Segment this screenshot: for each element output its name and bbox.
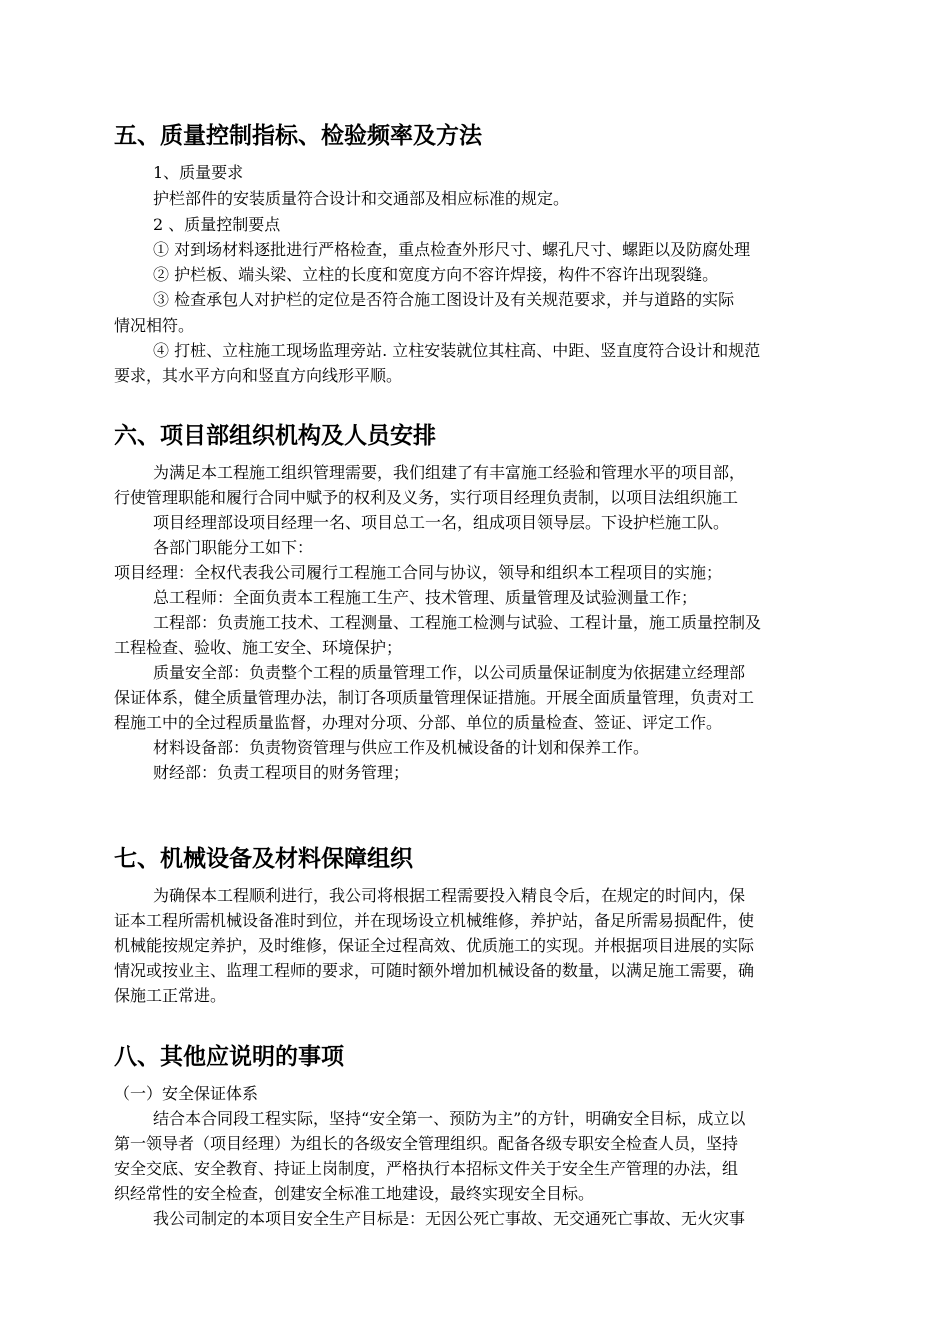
s5-line-7: 情况相符。 (114, 316, 195, 335)
s5-line-1: 1、质量要求 (153, 163, 244, 182)
s6-line-8: 工程检查、验收、施工安全、环境保护； (114, 638, 403, 657)
section-8-heading: 八、其他应说明的事项 (114, 1044, 344, 1070)
s8-line-3: 第一领导者（项目经理）为组长的各级安全管理组织。配备各级专职安全检查人员，坚持 (114, 1134, 739, 1153)
s6-line-13: 财经部：负责工程项目的财务管理； (153, 763, 410, 782)
s6-line-6: 总工程师：全面负责本工程施工生产、技术管理、质量管理及试验测量工作； (153, 588, 698, 607)
s7-line-2: 证本工程所需机械设备准时到位，并在现场设立机械维修，养护站，备足所需易损配件，使 (114, 911, 755, 930)
s8-line-5: 织经常性的安全检查，创建安全标准工地建设，最终实现安全目标。 (114, 1184, 595, 1203)
s8-line-2: 结合本合同段工程实际，坚持“安全第一、预防为主”的方针，明确安全目标，成立以 (153, 1109, 746, 1128)
s8-line-6: 我公司制定的本项目安全生产目标是：无因公死亡事故、无交通死亡事故、无火灾事 (153, 1209, 746, 1228)
s5-line-5: ② 护栏板、端头梁、立柱的长度和宽度方向不容许焊接，构件不容许出现裂缝。 (153, 265, 719, 284)
s5-line-9: 要求，其水平方向和竖直方向线形平顺。 (114, 366, 403, 385)
s5-line-3: 2 、质量控制要点 (153, 215, 281, 234)
section-7-heading: 七、机械设备及材料保障组织 (114, 846, 413, 872)
s5-line-2: 护栏部件的安装质量符合设计和交通部及相应标准的规定。 (153, 189, 570, 208)
s6-line-4: 各部门职能分工如下： (153, 538, 314, 557)
section-5-heading: 五、质量控制指标、检验频率及方法 (114, 123, 482, 149)
s6-line-11: 程施工中的全过程质量监督，办理对分项、分部、单位的质量检查、签证、评定工作。 (114, 713, 723, 732)
s7-line-4: 情况或按业主、监理工程师的要求，可随时额外增加机械设备的数量，以满足施工需要，确 (114, 961, 755, 980)
s8-line-4: 安全交底、安全教育、持证上岗制度，严格执行本招标文件关于安全生产管理的办法，组 (114, 1159, 739, 1178)
s6-line-10: 保证体系，健全质量管理办法，制订各项质量管理保证措施。开展全面质量管理，负责对工 (114, 688, 755, 707)
s6-line-2: 行使管理职能和履行合同中赋予的权利及义务，实行项目经理负责制，以项目法组织施工 (114, 488, 739, 507)
s5-line-4: ① 对到场材料逐批进行严格检查，重点检查外形尺寸、螺孔尺寸、螺距以及防腐处理 (153, 240, 751, 259)
s7-line-1: 为确保本工程顺利进行，我公司将根据工程需要投入精良令后，在规定的时间内，保 (153, 886, 746, 905)
s6-line-3: 项目经理部设项目经理一名、项目总工一名，组成项目领导层。下设护栏施工队。 (153, 513, 730, 532)
s6-line-5: 项目经理：全权代表我公司履行工程施工合同与协议，领导和组织本工程项目的实施； (114, 563, 723, 582)
s6-line-7: 工程部：负责施工技术、工程测量、工程施工检测与试验、工程计量，施工质量控制及 (153, 613, 762, 632)
s6-line-1: 为满足本工程施工组织管理需要，我们组建了有丰富施工经验和管理水平的项目部， (153, 463, 746, 482)
s5-line-8: ④ 打桩、立柱施工现场监理旁站. 立柱安装就位其柱高、中距、竖直度符合设计和规范 (153, 341, 761, 360)
s6-line-12: 材料设备部：负责物资管理与供应工作及机械设备的计划和保养工作。 (153, 738, 650, 757)
s7-line-5: 保施工正常进。 (114, 986, 227, 1005)
s8-line-1: （一）安全保证体系 (114, 1084, 259, 1103)
section-6-heading: 六、项目部组织机构及人员安排 (114, 423, 436, 449)
s6-line-9: 质量安全部：负责整个工程的质量管理工作，以公司质量保证制度为依据建立经理部 (153, 663, 746, 682)
s5-line-6: ③ 检查承包人对护栏的定位是否符合施工图设计及有关规范要求，并与道路的实际 (153, 290, 735, 309)
s7-line-3: 机械能按规定养护，及时维修，保证全过程高效、优质施工的实现。并根据项目进展的实际 (114, 936, 755, 955)
